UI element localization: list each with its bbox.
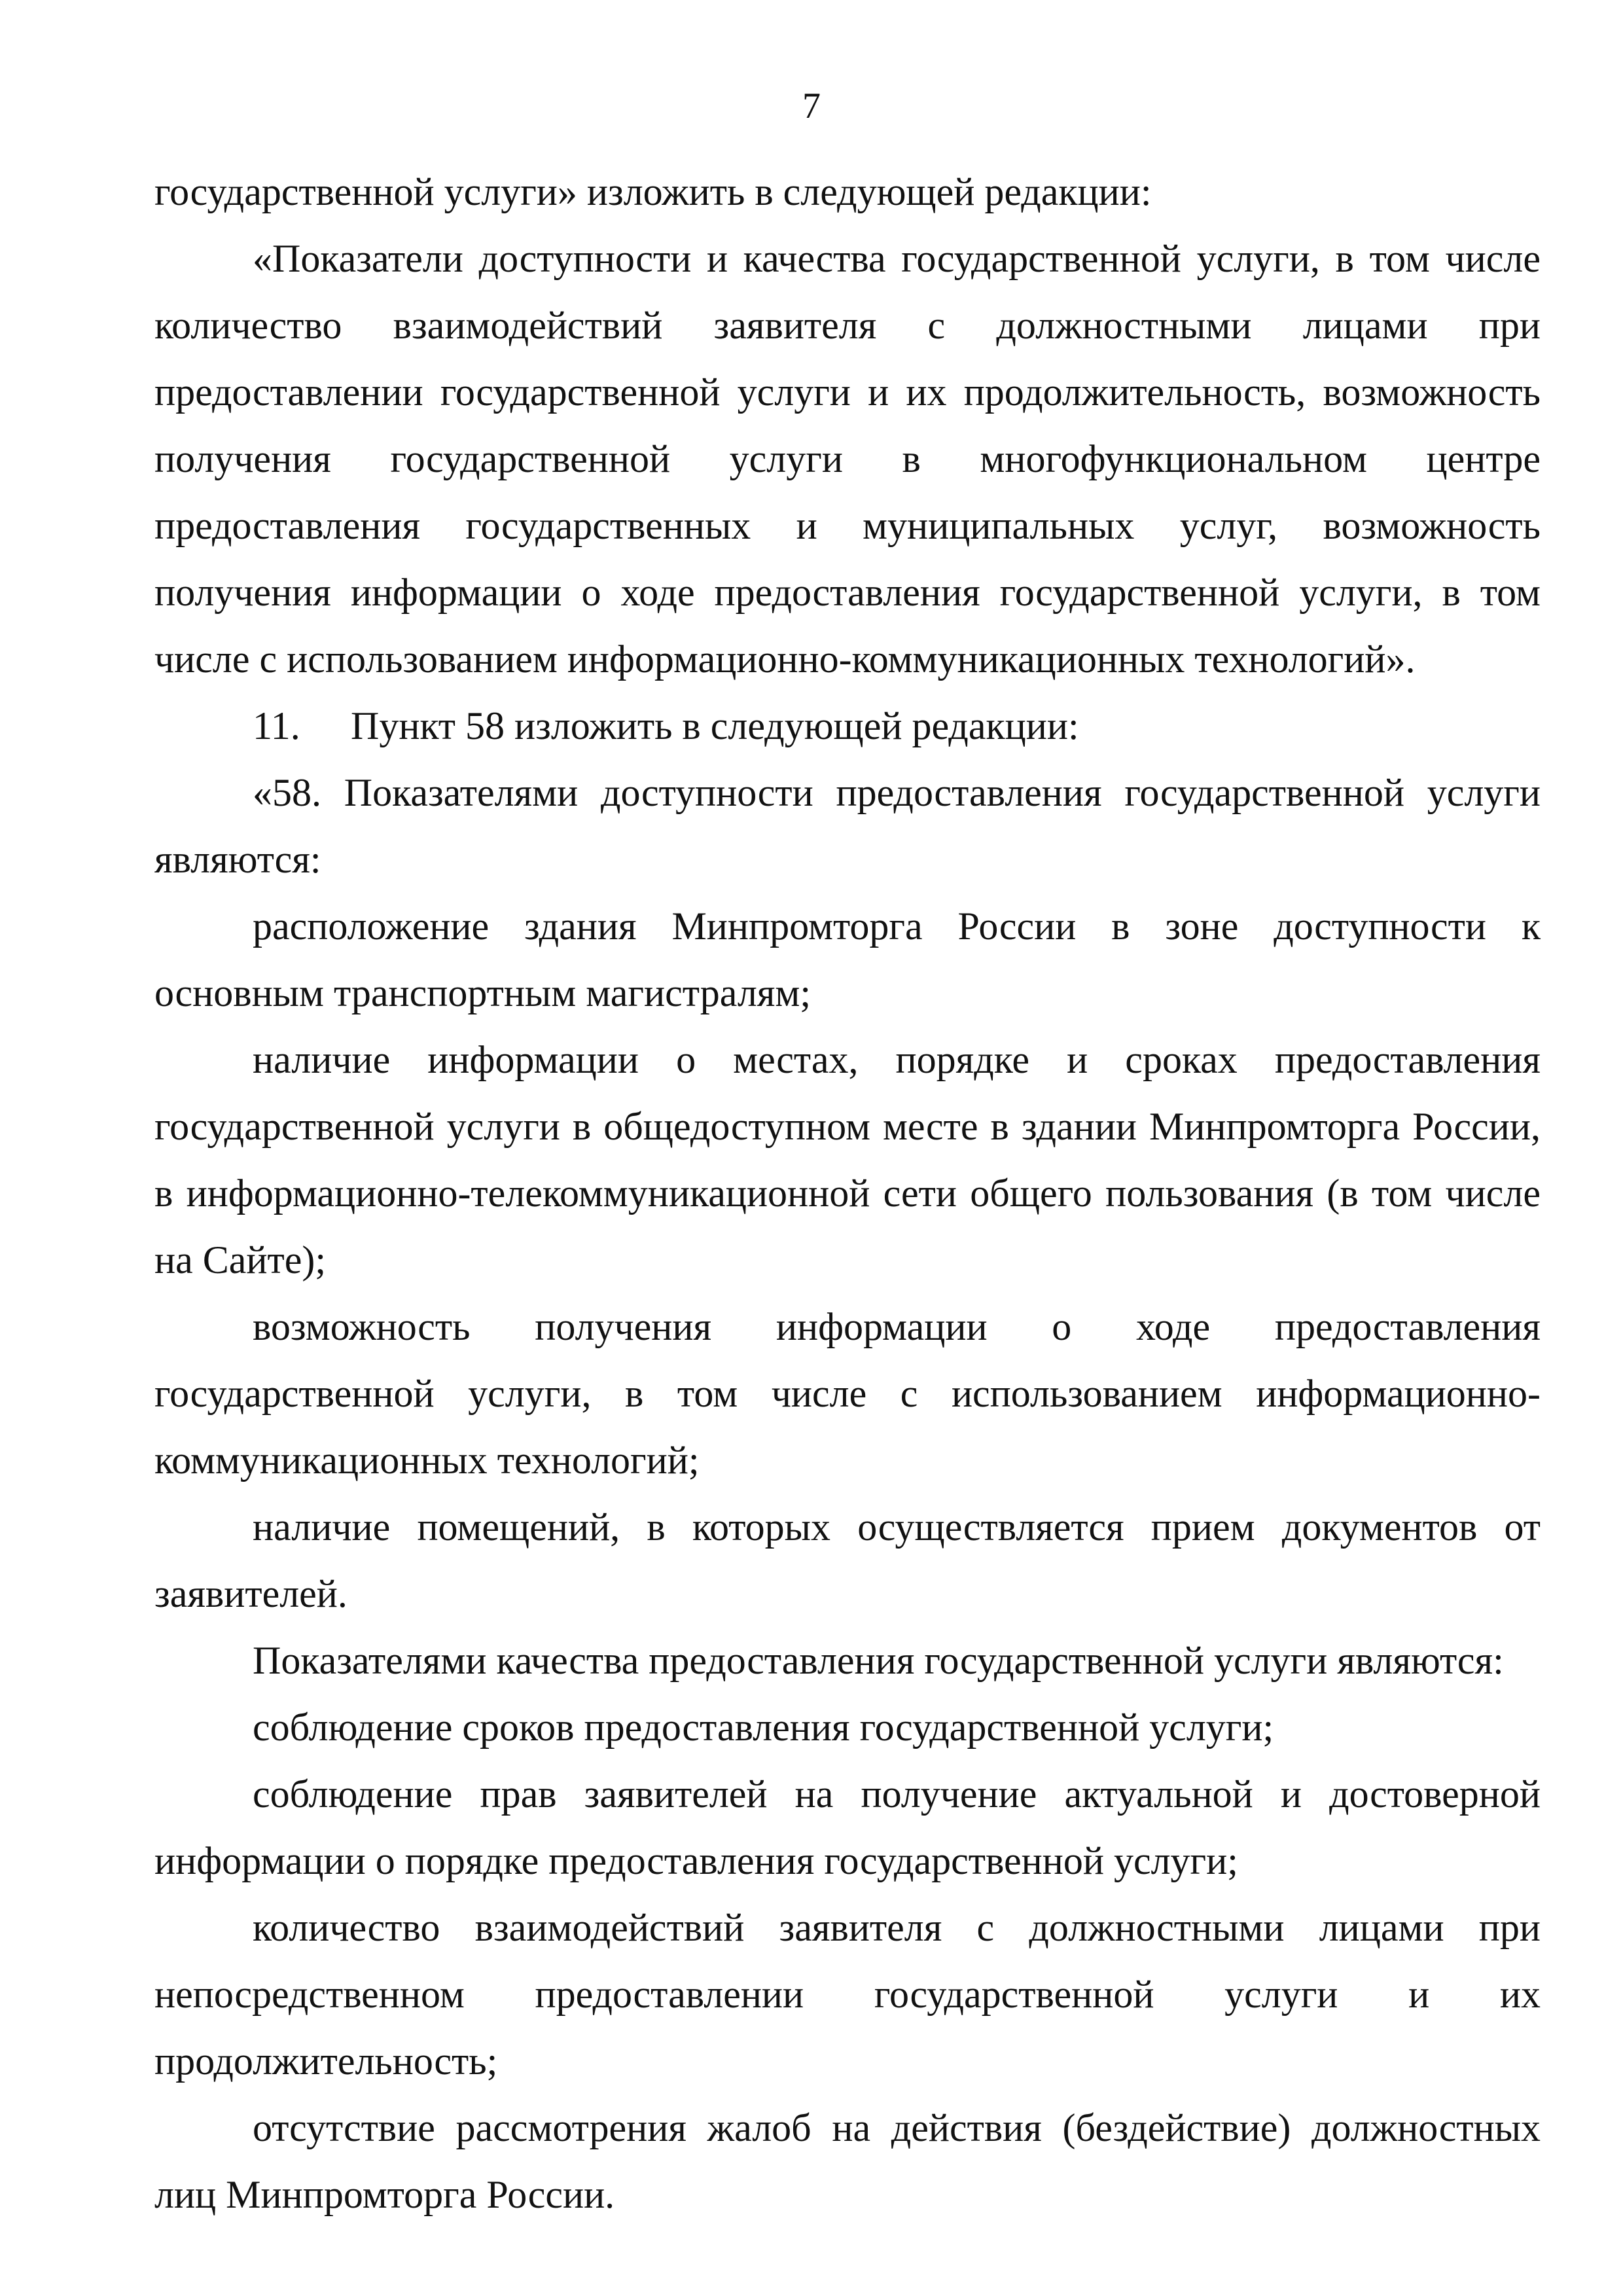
- paragraph-no-complaints: отсутствие рассмотрения жалоб на действия (бездействие) должностных лиц Минпромторга России.: [154, 2106, 1541, 2216]
- paragraph-continuation: государственной услуги» изложить в следующей редакции:: [154, 170, 1152, 213]
- page-number: 7: [802, 86, 821, 126]
- paragraph-deadlines: соблюдение сроков предоставления государственной услуги;: [253, 1706, 1274, 1749]
- paragraph-item-11: [154, 692, 1541, 759]
- paragraph-quality-heading: Показателями качества предоставления государственной услуги являются:: [253, 1639, 1504, 1682]
- item-text: Пункт 58 изложить в следующей редакции:: [351, 704, 1079, 747]
- paragraph-info-availability: наличие информации о местах, порядке и сроках предоставления государственной услуги в общедоступном месте в здании Минпромторга России, в информационно-телекоммуникационной сети общего пользования (в том числе на Сайте);: [154, 1038, 1541, 1282]
- paragraph-58-heading: «58. Показателями доступности предоставления государственной услуги являются:: [154, 771, 1541, 881]
- paragraph-premises: наличие помещений, в которых осуществляется прием документов от заявителей.: [154, 1505, 1541, 1615]
- item-number: 11.: [253, 704, 300, 747]
- document-body: [154, 158, 1541, 2228]
- paragraph-building-location: расположение здания Минпромторга России в зоне доступности к основным транспортным магистралям;: [154, 905, 1541, 1014]
- paragraph-progress-info: возможность получения информации о ходе предоставления государственной услуги, в том числе с использованием информационно-коммуникационных технологий;: [154, 1305, 1541, 1482]
- paragraph-quoted-indicators: «Показатели доступности и качества государственной услуги, в том числе количество взаимодействий заявителя с должностными лицами при предоставлении государственной услуги и их продолжительность, возможность получения государственной услуги в многофункциональном центре предоставления государственных и муниципальных услуг, возможность получения информации о ходе предоставления государственной услуги, в том числе с использованием информационно-коммуникационных технологий».: [154, 237, 1541, 681]
- paragraph-interactions: количество взаимодействий заявителя с должностными лицами при непосредственном предоставлении государственной услуги и их продолжительность;: [154, 1906, 1541, 2083]
- paragraph-applicant-rights: соблюдение прав заявителей на получение актуальной и достоверной информации о порядке предоставления государственной услуги;: [154, 1772, 1541, 1882]
